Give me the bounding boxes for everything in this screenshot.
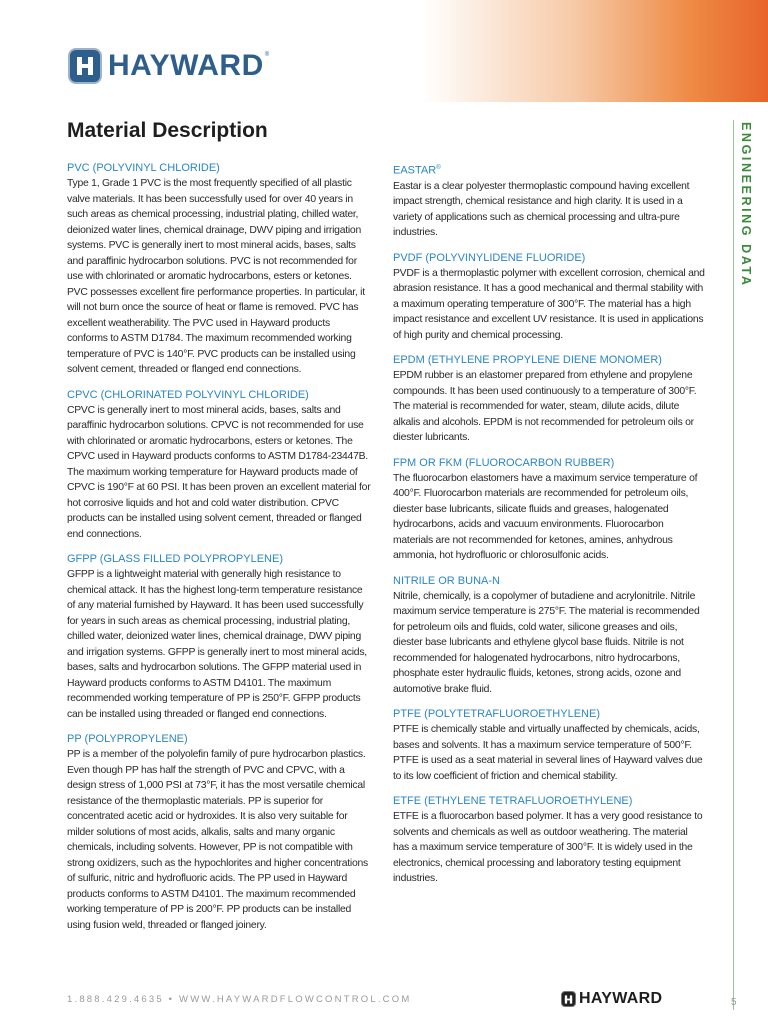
section-body: Eastar is a clear polyester thermoplastic compound having excellent impact strength, chemical resistance and high clarity. It is used in a variety of applications such as chemical processing and ultra-pure industries. xyxy=(393,180,690,239)
footer-brand-name: HAYWARD xyxy=(579,990,663,1007)
section-heading: CPVC (CHLORINATED POLYVINYL CHLORIDE) xyxy=(67,388,309,401)
brand-name: HAYWARD xyxy=(108,49,264,82)
footer-contact: 1.888.429.4635 • WWW.HAYWARDFLOWCONTROL.COM xyxy=(67,994,412,1005)
side-divider xyxy=(733,120,734,1010)
material-section-eastar xyxy=(393,161,705,241)
section-heading: GFPP (GLASS FILLED POLYPROPYLENE) xyxy=(67,553,283,565)
footer-hayward-logo xyxy=(561,990,662,1008)
material-section-epdm xyxy=(393,353,705,446)
material-section-pvdf xyxy=(393,251,705,344)
right-column xyxy=(393,161,705,897)
material-section-etfe xyxy=(393,794,705,887)
left-column xyxy=(67,161,372,943)
material-section-gfpp xyxy=(67,552,372,722)
section-heading: EPDM (ETHYLENE PROPYLENE DIENE MONOMER) xyxy=(393,354,662,367)
section-heading: PVC (POLYVINYL CHLORIDE) xyxy=(67,162,220,174)
section-body: ETFE is a fluorocarbon based polymer. It has a very good resistance to solvents and chemicals as well as outdoor weathering. The material has a maximum service temperature of 300°F. It is widely used in the electronics, chemical processing and laboratory testing equipment industries. xyxy=(393,811,703,885)
hayward-h-icon xyxy=(561,991,576,1007)
section-body: Nitrile, chemically, is a copolymer of butadiene and acrylonitrile. Nitrile maximum service temperature is 275°F. The material is recommended for petroleum oils and fluids, cold water, silicone greases and oils, diester base lubricants and ethylene glycol base fluids. Nitrile is not recommended for halogenated hydrocarbons, nitro hydrocarbons, phosphate ester hydraulic fluids, ketones, strong acids, ozone and automotive brake fluid. xyxy=(393,590,700,695)
hayward-h-icon xyxy=(68,48,102,84)
section-body: GFPP is a lightweight material with generally high resistance to chemical attack. It has the highest long-term temperature resistance of any material furnished by Hayward. It has been used successfully for years in such areas as chemical processing, industrial plating, chilled water, deionized water lines, chemical drainage, DWV piping and irrigation systems. GFPP is generally inert to most mineral acids, bases, salts and hydrocarbon solutions. The GFPP material used in Hayward products conforms to ASTM D4101. The maximum recommended working temperature of PP is 250°F. GFPP products can be installed using threaded or flanged end connections. xyxy=(67,569,367,720)
material-section-pvc xyxy=(67,161,372,378)
section-heading: PTFE (POLYTETRAFLUOROETHYLENE) xyxy=(393,708,600,721)
section-heading: ETFE (ETHYLENE TETRAFLUOROETHYLENE) xyxy=(393,795,633,808)
material-section-ptfe xyxy=(393,707,705,784)
section-body: PP is a member of the polyolefin family of pure hydrocarbon plastics. Even though PP has half the strength of PVC and CPVC, with a design stress of 1,000 PSI at 73°F, it has the most versatile chemical resistance of the thermoplastic materials. PP is superior for concentrated acetic acid or hydroxides. It is also very suitable for milder solutions of most acids, alkalis, salts and many organic chemicals, including solvents. However, PP is not compatible with strong oxidizers, such as the hypochlorites and higher concentrations of sulfuric, nitric and hydrofluoric acids. The PP used in Hayward products conforms to ASTM D4101. The maximum recommended working temperature of PP is 200°F. PP products can be installed using fusion weld, threaded or flanged joinery. xyxy=(67,749,368,931)
side-section-label: ENGINEERING DATA xyxy=(739,122,753,288)
section-body: PVDF is a thermoplastic polymer with excellent corrosion, chemical and abrasion resistance. It has a good mechanical and thermal stability with a maximum operating temperature of 300°F. The material has a high impact resistance and excellent UV resistance. It is used in applications of high purity and chemical processing. xyxy=(393,267,705,341)
material-section-nitrile xyxy=(393,574,705,698)
page-title: Material Description xyxy=(67,119,268,142)
material-section-pp xyxy=(67,732,372,933)
section-heading: PP (POLYPROPYLENE) xyxy=(67,733,188,745)
material-section-cpvc xyxy=(67,388,372,543)
section-heading-text: EASTAR xyxy=(393,164,437,177)
section-heading xyxy=(393,161,705,179)
hayward-logo xyxy=(68,48,269,84)
section-body: Type 1, Grade 1 PVC is the most frequently specified of all plastic valve materials. It has been successfully used for over 40 years in such areas as chemical processing, industrial plating, chilled water, deionized water lines, chemical drainage, DWV piping and irrigation systems. PVC is generally inert to most mineral acids, bases, salts and paraffinic hydrocarbon solutions. PVC is not recommended for use with chlorinated or aromatic hydrocarbons, esters or ketones. PVC possesses excellent fire performance properties. In particular, it will not burn once the source of heat or flame is removed. PVC has excellent weatherability. The PVC used in Hayward products conforms to ASTM D1784. The maximum recommended working temperature of PVC is 140°F. PVC products can be installed using solvent cement, threaded or flanged end connections. xyxy=(67,178,365,375)
registered-mark: ® xyxy=(264,52,270,58)
section-body: EPDM rubber is an elastomer prepared from ethylene and propylene compounds. It has been used continuously to a temperature of 300°F. The material is recommended for water, steam, dilute acids, dilute alkalis and alcohols. EPDM is not recommended for petroleum oils or diester lubricants. xyxy=(393,370,697,444)
section-body: The fluorocarbon elastomers have a maximum service temperature of 400°F. Fluorocarbon materials are recommended for petroleum oils, diester base lubricants, silicate fluids and greases, halogenated hydrocarbons, acids and vacuum environments. Fluorocarbon materials are not recommended for ketones, amines, anhydrous ammonia, hot hydrofluoric or chlorosulfonic acids. xyxy=(393,472,698,562)
section-heading: NITRILE OR BUNA-N xyxy=(393,574,500,587)
page-number: 5 xyxy=(731,997,737,1008)
section-heading: FPM OR FKM (FLUOROCARBON RUBBER) xyxy=(393,456,615,469)
registered-mark: ® xyxy=(436,165,441,171)
section-body: PTFE is chemically stable and virtually unaffected by chemicals, acids, bases and solvents. It has a maximum service temperature of 500°F. PTFE is used as a seat material in several lines of Hayward valves due to its low coefficient of friction and chemical stability. xyxy=(393,724,703,782)
section-heading: PVDF (POLYVINYLIDENE FLUORIDE) xyxy=(393,251,586,264)
material-section-fkm xyxy=(393,456,705,564)
section-body: CPVC is generally inert to most mineral acids, bases, salts and paraffinic hydrocarbon solutions. CPVC is not recommended for use with chlorinated or aromatic hydrocarbons, esters or ketones. The CPVC used in Hayward products conforms to ASTM D1784-23447B. The maximum working temperature for Hayward products made of CPVC is 190°F at 60 PSI. It has been proven an excellent material for hot corrosive liquids and hot and cold water distribution. CPVC products can be installed using solvent cement, threaded or flanged end connections. xyxy=(67,404,371,540)
